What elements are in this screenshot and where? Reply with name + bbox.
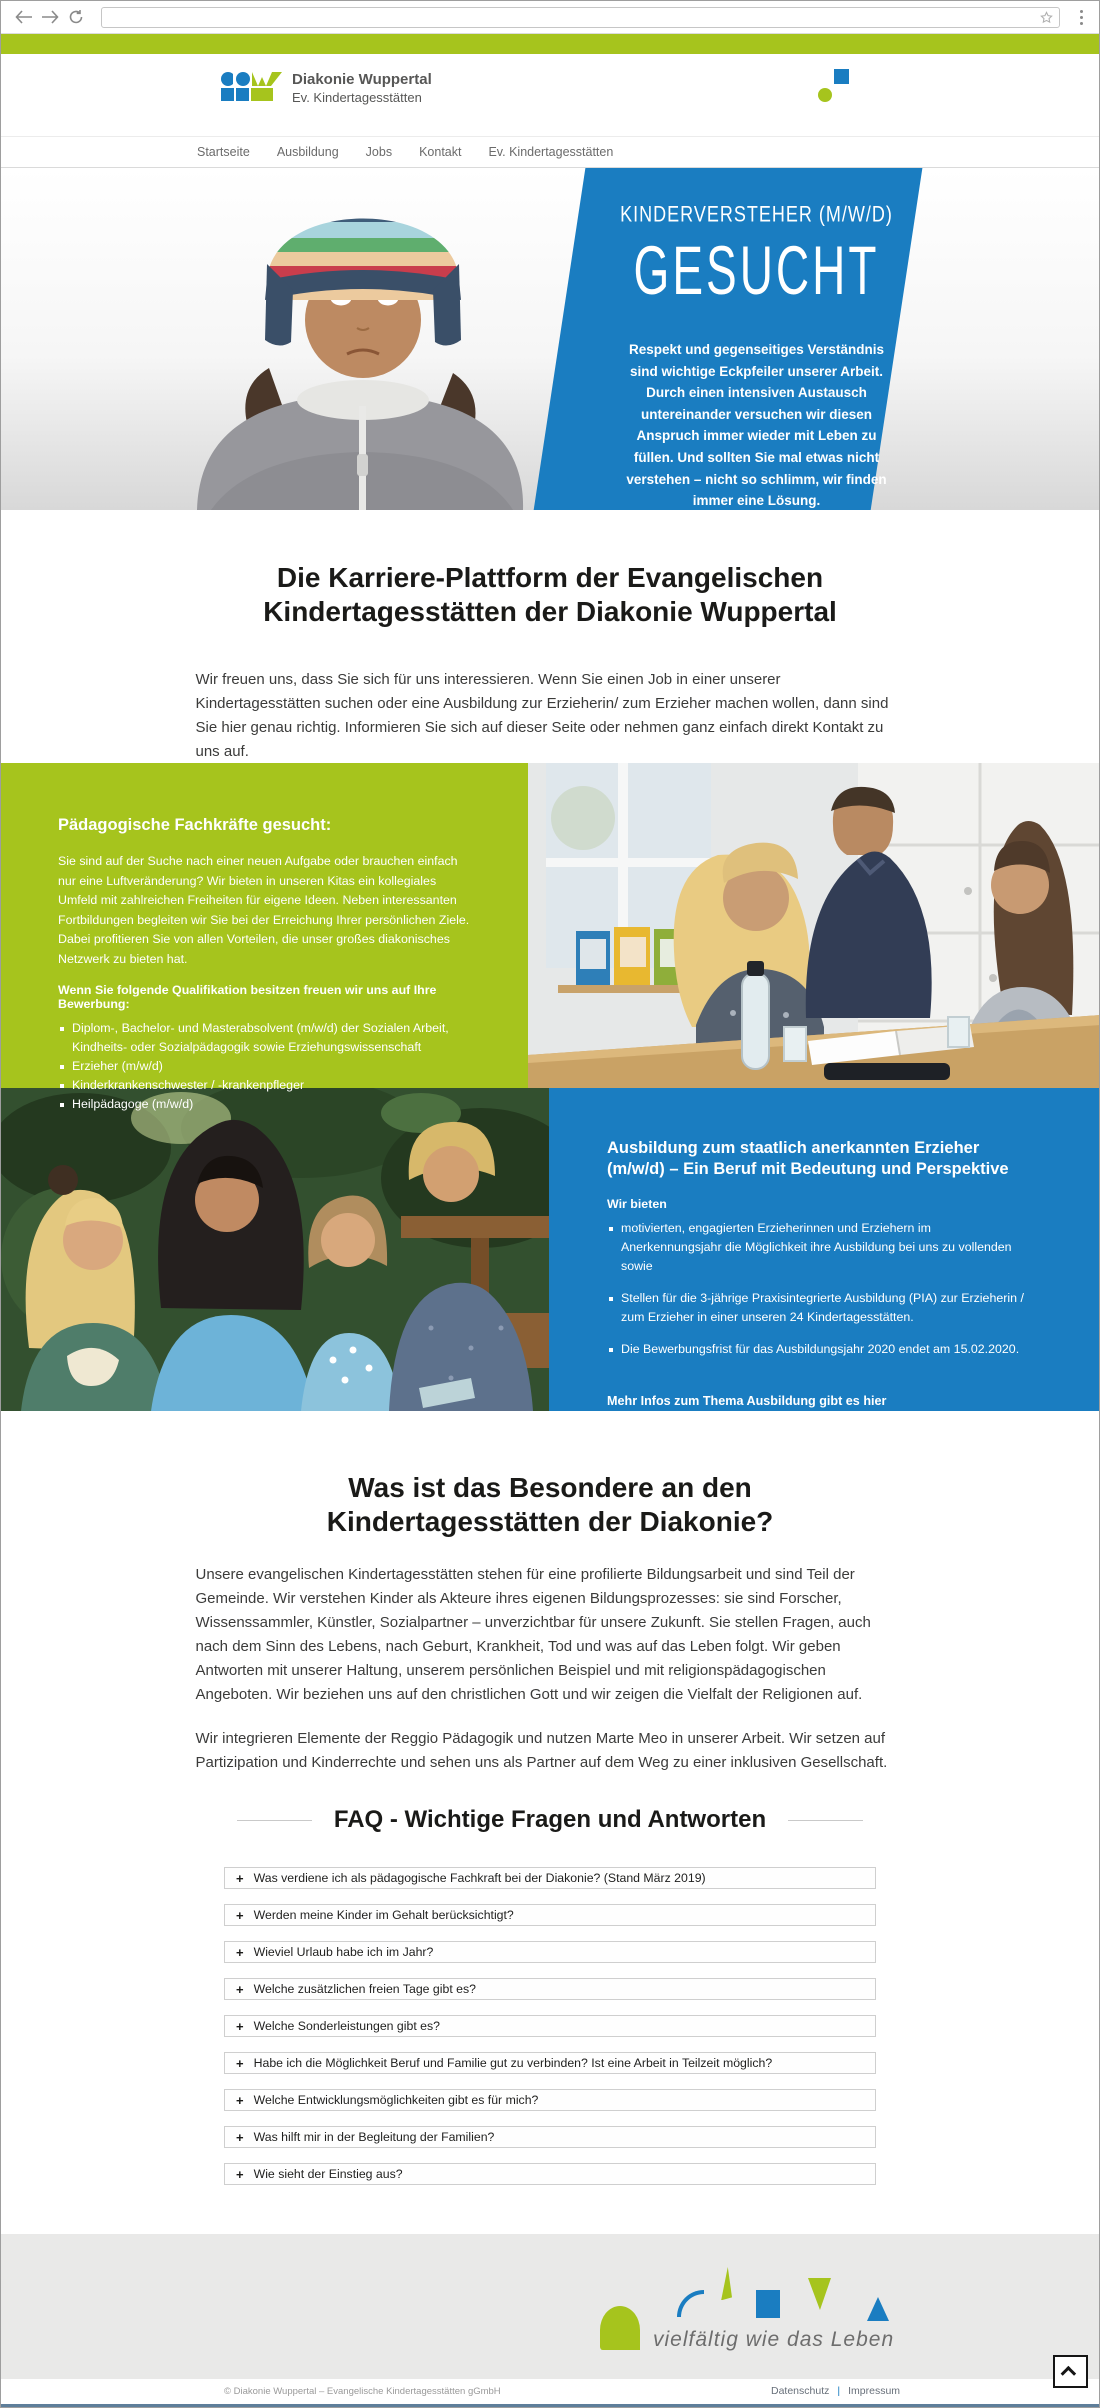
faq-question: Wieviel Urlaub habe ich im Jahr? [253, 1945, 434, 1959]
browser-toolbar [1, 1, 1099, 34]
expand-plus-icon: + [236, 2166, 244, 2182]
faq-question: Werden meine Kinder im Gehalt berücksichtigt? [253, 1908, 514, 1922]
faq-question: Welche Entwicklungsmöglichkeiten gibt es für mich? [253, 2093, 539, 2107]
main-navigation [1, 136, 1099, 168]
copyright-text: © Diakonie Wuppertal – Evangelische Kindertagesstätten gGmbH [224, 2386, 501, 2397]
team-photo [528, 763, 1099, 1088]
deco-green-triangle-down-icon [808, 2278, 831, 2310]
deco-blue-square-icon [834, 69, 849, 84]
footer-bar [1, 2379, 1099, 2404]
faq-question: Habe ich die Möglichkeit Beruf und Familie gut zu verbinden? Ist eine Arbeit in Teilzeit möglich? [253, 2056, 773, 2070]
forward-icon[interactable] [37, 4, 63, 30]
logo[interactable] [219, 71, 432, 108]
top-accent-bar [1, 34, 1099, 54]
scroll-to-top-button[interactable] [1053, 2355, 1088, 2388]
faq-list [224, 1867, 876, 2185]
faq-item[interactable] [224, 1867, 876, 1889]
faq-question: Welche zusätzlichen freien Tage gibt es? [253, 1982, 476, 1996]
faq-divider-right [788, 1820, 863, 1821]
logo-title: Diakonie Wuppertal [292, 71, 432, 88]
faq-header [1, 1806, 1099, 1834]
intro-text: Wir freuen uns, dass Sie sich für uns interessieren. Wenn Sie einen Job in einer unserer Kindertagesstätten suchen oder eine Ausbildung zur Erzieherin/ zum Erzieher machen wollen, dann sind Sie hier genau richtig. Informieren Sie sich auf dieser Seite oder nehmen ganz einfach direkt Kontakt zu uns auf. [195, 671, 889, 760]
expand-plus-icon: + [236, 1907, 244, 1923]
expand-plus-icon: + [236, 1981, 244, 1997]
url-input[interactable] [108, 11, 1040, 23]
nav-item-ausbildung[interactable]: Ausbildung [276, 145, 339, 159]
logo-subtitle: Ev. Kindertagesstätten [292, 90, 422, 106]
deco-green-circle-icon [818, 88, 832, 102]
hero-headline: GESUCHT [633, 231, 880, 309]
browser-menu-icon[interactable] [1074, 6, 1089, 29]
faq-question: Welche Sonderleistungen gibt es? [253, 2019, 440, 2033]
legal-links [771, 2385, 900, 2397]
reload-icon[interactable] [63, 4, 89, 30]
expand-plus-icon: + [236, 1870, 244, 1886]
fachkraefte-bullet: Erzieher (m/w/d) [58, 1057, 473, 1076]
besondere-section [1, 1411, 1099, 2185]
ausbildung-intro: Wir bieten [607, 1196, 667, 1211]
nav-item-jobs[interactable]: Jobs [365, 145, 393, 159]
faq-item[interactable] [224, 2089, 876, 2111]
deco-green-arch-icon [600, 2306, 640, 2350]
fachkraefte-bullet: Kinderkrankenschwester / -krankenpfleger [58, 1076, 473, 1095]
hero-kicker: KINDERVERSTEHER (M/W/D) [620, 201, 893, 227]
ausbildung-box [549, 1088, 1099, 1411]
faq-question: Was verdiene ich als pädagogische Fachkraft bei der Diakonie? (Stand März 2019) [253, 1871, 706, 1885]
faq-item[interactable] [224, 2126, 876, 2148]
faq-item[interactable] [224, 2015, 876, 2037]
fachkraefte-bullet: Heilpädagoge (m/w/d) [58, 1095, 473, 1114]
ausbildung-section [1, 1088, 1099, 1411]
privacy-link[interactable]: Datenschutz [771, 2385, 830, 2397]
faq-item[interactable] [224, 1978, 876, 2000]
besondere-heading: Was ist das Besondere an den Kindertagesstätten der Diakonie? [326, 1472, 774, 1537]
deco-blue-square-icon [756, 2290, 780, 2318]
legal-separator: | [837, 2385, 841, 2397]
faq-item[interactable] [224, 1941, 876, 1963]
ausbildung-bullet: Die Bewerbungsfrist für das Ausbildungsjahr 2020 endet am 15.02.2020. [607, 1340, 1031, 1359]
fachkraefte-section [1, 763, 1099, 1112]
hero-section [1, 168, 1099, 510]
footer-tagline: vielfältig wie das Leben [653, 2328, 895, 2351]
footer-band [1, 2234, 1099, 2379]
expand-plus-icon: + [236, 2092, 244, 2108]
address-bar[interactable] [101, 7, 1060, 28]
intro-section [1, 510, 1099, 763]
hero-text: Respekt und gegenseitiges Verständnis sind wichtige Eckpfeiler unserer Arbeit. Durch einen intensiven Austausch untereinander versuchen wir diesen Anspruch immer wieder mit Leben zu füllen. Und sollten Sie mal etwas nicht verstehen – nicht so schlimm, wir finden immer eine Lösung. [626, 342, 887, 509]
nav-item-kontakt[interactable]: Kontakt [419, 145, 462, 159]
ausbildung-heading: Ausbildung zum staatlich anerkannten Erzieher (m/w/d) – Ein Beruf mit Bedeutung und Perspektive [607, 1139, 1009, 1179]
besondere-paragraph-1: Unsere evangelischen Kindertagesstätten stehen für eine profilierte Bildungsarbeit und sind Teil der Gemeinde. Wir verstehen Kinder als Akteure ihres eigenen Bildungsprozesses: sie sind Forscher, Wissenssammler, Künstler, Sozialpartner – unverzichtbar für unsere Zukunft. Sie stellen Fragen, auch nach dem Sinn des Lebens, nach Geburt, Krankheit, Tod und was auf das Leben folgt. Wir geben Antworten mit unserer Haltung, unserem persönlichen Beispiel und mit religionspädagogischen Angeboten. Wir beziehen uns auf den christlichen Gott und wir zeigen die Vielfalt der Religionen auf. [195, 1566, 871, 1703]
faq-question: Wie sieht der Einstieg aus? [253, 2167, 403, 2181]
expand-plus-icon: + [236, 1944, 244, 1960]
faq-item[interactable] [224, 1904, 876, 1926]
chevron-up-icon [1061, 2366, 1077, 2382]
fachkraefte-box [1, 763, 528, 1112]
ausbildung-link[interactable]: Mehr Infos zum Thema Ausbildung gibt es hier [607, 1393, 887, 1408]
back-icon[interactable] [11, 4, 37, 30]
diakonie-logo-icon [219, 71, 283, 102]
intro-heading: Die Karriere-Plattform der Evangelischen Kindertagesstätten der Diakonie Wuppertal [263, 562, 837, 627]
fachkraefte-bullet: Diplom-, Bachelor- und Masterabsolvent (m/w/d) der Sozialen Arbeit, Kindheits- oder Sozialpädagogik sowie Erziehungswissenschaft [58, 1019, 473, 1057]
imprint-link[interactable]: Impressum [848, 2385, 901, 2397]
besondere-paragraph-2: Wir integrieren Elemente der Reggio Pädagogik und nutzen Marte Meo in unserer Arbeit. Wir setzen auf Partizipation und Kinderrechte und sehen uns als Partner auf dem Weg zu einer inklusiven Gesellschaft. [195, 1730, 888, 1771]
faq-item[interactable] [224, 2052, 876, 2074]
family-photo [1, 1088, 549, 1411]
ausbildung-bullet: motivierten, engagierten Erzieherinnen und Erziehern im Anerkennungsjahr die Möglichkeit ihre Ausbildung bei uns zu vollenden sowie [607, 1219, 1031, 1276]
deco-green-sliver-icon [717, 2267, 732, 2300]
header-decoration [816, 67, 852, 107]
faq-title: FAQ - Wichtige Fragen und Antworten [333, 1806, 767, 1833]
nav-item-kindertagesstaetten[interactable]: Ev. Kindertagesstätten [488, 145, 614, 159]
site-header [1, 54, 1099, 136]
bookmark-star-icon[interactable] [1040, 11, 1053, 24]
nav-item-startseite[interactable]: Startseite [197, 145, 250, 159]
deco-blue-arc-icon [677, 2290, 704, 2317]
expand-plus-icon: + [236, 2018, 244, 2034]
fachkraefte-text: Sie sind auf der Suche nach einer neuen Aufgabe oder brauchen einfach nur eine Luftveränderung? Wir bieten in unseren Kitas ein kollegiales Umfeld mit zahlreichen Freiheiten für eigene Ideen. Neben interessanten Fortbildungen begleiten wir Sie bei der Erreichung Ihrer persönlichen Ziele. Dabei profitieren Sie von allen Vorteilen, die unser großes diakonisches Netzwerk zu bieten hat. [58, 854, 470, 966]
window-bottom-edge [1, 2404, 1099, 2407]
faq-question: Was hilft mir in der Begleitung der Familien? [253, 2130, 495, 2144]
ausbildung-bullet: Stellen für die 3-jährige Praxisintegrierte Ausbildung (PIA) zur Erzieherin / zum Erzieher in einer unseren 24 Kindertagesstätten. [607, 1289, 1031, 1327]
footer [1, 2234, 1099, 2407]
hero-banner [533, 168, 923, 510]
fachkraefte-heading: Pädagogische Fachkräfte gesucht: [58, 816, 332, 834]
faq-item[interactable] [224, 2163, 876, 2185]
ausbildung-bullet-list [607, 1219, 1031, 1359]
faq-divider-left [237, 1820, 312, 1821]
expand-plus-icon: + [236, 2129, 244, 2145]
fachkraefte-bullet-list [58, 1019, 473, 1114]
fachkraefte-qualification-intro: Wenn Sie folgende Qualifikation besitzen freuen wir uns auf Ihre Bewerbung: [58, 983, 437, 1012]
deco-blue-triangle-up-icon [867, 2297, 889, 2321]
expand-plus-icon: + [236, 2055, 244, 2071]
